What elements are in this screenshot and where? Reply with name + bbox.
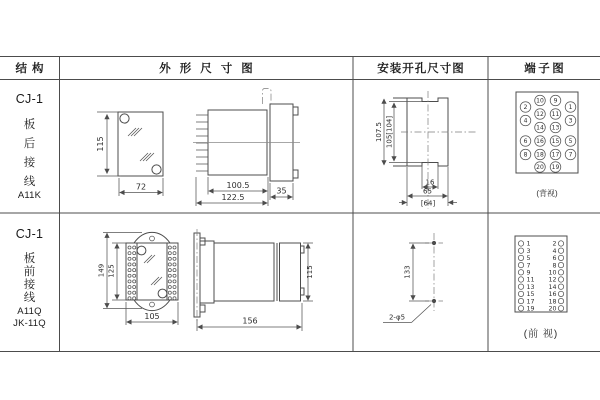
dim-height-outer: 149 <box>97 263 106 278</box>
terminal-num: 7 <box>568 151 573 159</box>
terminal-strip-dots <box>128 246 176 300</box>
header-structure <box>0 57 59 79</box>
terminal-num: 1 <box>526 240 531 248</box>
dim-hole-spacing: 133 <box>403 265 412 279</box>
terminal-front-row <box>518 277 563 284</box>
terminal-num: 6 <box>523 138 528 146</box>
mounting-ears <box>134 232 170 310</box>
terminal-num: 7 <box>526 262 531 270</box>
terminal-num: 12 <box>536 111 544 119</box>
terminal-num: 17 <box>526 298 535 306</box>
terminal-num: 13 <box>551 124 560 132</box>
terminal-front-row <box>518 298 563 305</box>
terminal-front-row <box>518 284 563 291</box>
terminal-num: 6 <box>552 255 557 263</box>
terminal-pins <box>196 115 208 171</box>
screw-hole <box>152 165 161 174</box>
terminal-num: 10 <box>536 97 544 105</box>
terminal-front-row <box>518 255 563 262</box>
row2-wiring-char: 前 <box>23 266 36 278</box>
header-outline-label: 外形尺寸图 <box>159 63 262 75</box>
header-terminal <box>488 57 600 79</box>
dim-height: 115 <box>96 136 105 152</box>
dim-width: 105 <box>144 312 160 321</box>
terminal-num: 14 <box>548 283 557 291</box>
terminal-num: 20 <box>536 164 544 172</box>
terminal-front-row <box>518 248 563 255</box>
header-structure-label: 结构 <box>15 63 49 75</box>
terminal-num: 3 <box>526 247 531 255</box>
terminal-num: 13 <box>526 283 535 291</box>
dim-width: 72 <box>135 182 147 192</box>
glass-hatch <box>128 128 154 161</box>
header-mounting <box>353 57 488 79</box>
row1-mounting-cutout <box>375 91 477 209</box>
terminal-num: 10 <box>548 269 557 277</box>
terminal-num: 5 <box>526 255 531 263</box>
row2-side-view <box>194 229 314 331</box>
table-grid <box>0 57 600 352</box>
terminal-front-row <box>518 241 563 248</box>
row2-wiring-char: 板 <box>23 253 36 265</box>
row1-wiring-char: 接 <box>23 157 36 169</box>
terminal-num: 18 <box>548 298 557 306</box>
terminal-num: 5 <box>568 138 573 146</box>
row1-front-view <box>96 112 163 196</box>
terminal-num: 15 <box>551 138 560 146</box>
terminal-num: 8 <box>552 262 557 270</box>
dim-rear-depth: 35 <box>276 186 287 196</box>
header-terminal-label: 端子图 <box>524 63 567 75</box>
terminal-num: 14 <box>536 124 544 132</box>
dim-cutout-height: 107.5 <box>375 121 383 143</box>
terminal-num: 16 <box>536 138 544 146</box>
row2-wiring-char: 接 <box>23 279 36 291</box>
dim-length: 156 <box>242 316 258 326</box>
row1-wiring-char: 板 <box>23 119 36 131</box>
terminal-back-mid-right <box>550 95 561 172</box>
terminal-num: 12 <box>548 276 557 284</box>
terminal-front-row <box>518 270 563 277</box>
terminal-num: 8 <box>523 151 528 159</box>
terminal-num: 11 <box>526 276 535 284</box>
row1-model: CJ-1 <box>15 92 44 106</box>
row1-side-view <box>193 89 300 207</box>
terminal-num: 18 <box>536 151 544 159</box>
row1-model-code: A11K <box>17 190 42 201</box>
row2-model: CJ-1 <box>15 227 44 241</box>
latch-hook <box>263 89 272 105</box>
terminal-num: 3 <box>568 117 573 125</box>
terminal-num: 2 <box>523 104 528 112</box>
terminal-num: 9 <box>526 269 531 277</box>
ear-screw-hole <box>150 236 155 241</box>
row2-mounting-holes <box>383 233 443 323</box>
terminal-num: 1 <box>568 104 573 112</box>
terminal-num: 11 <box>551 111 560 119</box>
row2-view-label: (前 视) <box>523 329 559 340</box>
terminal-num: 17 <box>551 151 560 159</box>
screw-hole <box>158 289 167 298</box>
row2-model-code: A11Q <box>17 306 42 317</box>
dim-body-depth: 100.5 <box>226 181 250 190</box>
terminal-back-outer-left <box>520 102 531 160</box>
dim-cutout-width: 65 <box>423 187 432 196</box>
terminal-back-outer-right <box>565 102 576 160</box>
centerlines <box>401 91 477 209</box>
dim-notch-width: 16 <box>425 178 435 187</box>
terminal-num: 9 <box>553 97 558 105</box>
terminal-num: 19 <box>526 305 535 313</box>
dim-cutout-width-alt: [64] <box>420 199 436 208</box>
row2-model-code: JK-11Q <box>13 318 46 329</box>
screw-hole <box>137 246 146 255</box>
row1-wiring-char: 线 <box>23 176 36 188</box>
header-outline <box>59 57 353 79</box>
terminal-num: 2 <box>552 240 557 248</box>
ear-screw-hole <box>150 302 155 307</box>
terminal-num: 20 <box>548 305 557 313</box>
dim-height-inner: 125 <box>107 264 116 278</box>
terminal-front-row <box>518 306 563 313</box>
row2-wiring-char: 线 <box>23 292 36 304</box>
row1-terminal-block <box>516 92 578 173</box>
header-mounting-label: 安装开孔尺寸图 <box>377 63 465 75</box>
mounting-hole <box>432 299 436 303</box>
terminal-num: 19 <box>551 164 560 172</box>
terminal-num: 4 <box>552 247 557 255</box>
terminal-back-mid-left <box>535 95 546 172</box>
hole-callout: 2-φ5 <box>388 313 406 322</box>
row1-view-label: (背视) <box>536 189 558 198</box>
glass-hatch <box>144 255 162 285</box>
dim-height: 115 <box>305 265 314 279</box>
screw-hole <box>120 114 129 123</box>
terminal-num: 15 <box>526 291 535 299</box>
mounting-hole <box>432 241 436 245</box>
row2-terminal-block <box>515 236 567 313</box>
dim-total-depth: 122.5 <box>221 193 245 202</box>
terminal-num: 16 <box>548 291 557 299</box>
terminal-front-row <box>518 262 563 269</box>
dim-cutout-height-alt: 105[104] <box>385 115 394 149</box>
row2-front-view <box>98 232 179 325</box>
terminal-front-row <box>518 291 563 298</box>
row1-wiring-char: 后 <box>23 138 36 150</box>
terminal-num: 4 <box>523 117 528 125</box>
